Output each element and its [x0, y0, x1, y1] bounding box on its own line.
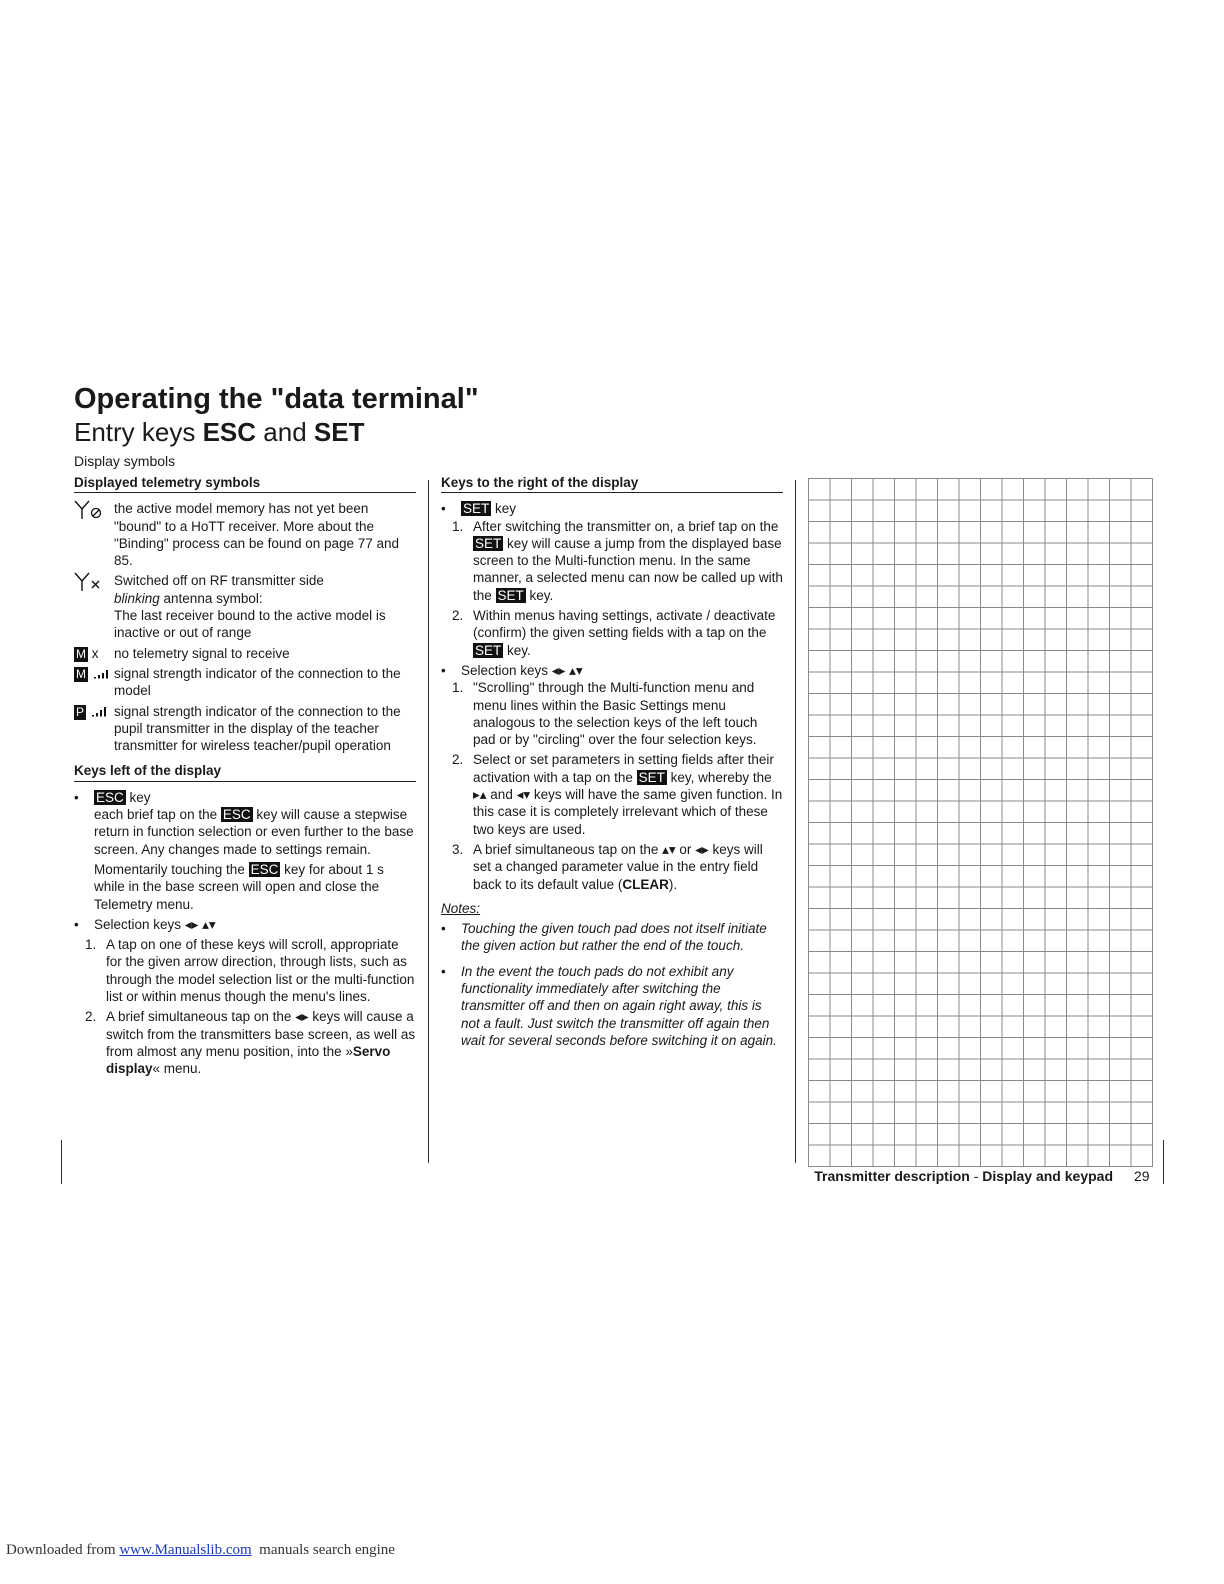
symbol-model-signal-text: signal strength indicator of the connection to the model	[114, 665, 401, 699]
symbol-pupil-signal-text: signal strength indicator of the connection to the pupil transmitter in the display of the teacher transmitter for wireless teacher/pupil operation	[114, 703, 401, 754]
set-list-item-2	[441, 607, 783, 659]
telemetry-symbols-heading: Displayed telemetry symbols	[74, 474, 416, 493]
note-item-1	[441, 920, 783, 955]
esc-key-badge: ESC	[222, 807, 251, 823]
bullet: •	[74, 916, 79, 932]
item-number: 2.	[85, 1009, 97, 1025]
footer-section-a: Transmitter description	[814, 1168, 970, 1184]
subtitle-and: and	[256, 417, 314, 447]
esc-p1-b: key will cause a stepwise return in function selection or even further to the base screen. Any changes made to settings remain.	[94, 807, 414, 857]
item-number: 1.	[85, 937, 97, 953]
left-column	[74, 474, 416, 1078]
servo-display-label: Servo display	[106, 1043, 391, 1077]
item-text: After switching the transmitter on, a brief tap on the	[473, 518, 779, 534]
item-text: A brief simultaneous tap on the ◂▸ keys will cause a switch from the transmitters base screen, as well as from almost any menu position, into the »	[106, 1009, 416, 1059]
manualslib-link[interactable]: www.Manualslib.com	[119, 1542, 252, 1558]
symbol-row-rf-off	[74, 572, 416, 641]
key-word: key	[125, 789, 151, 805]
esc-p2-a: Momentarily touching the	[94, 861, 249, 877]
note-text: Touching the given touch pad does not itself initiate the given action but rather the end of the touch.	[461, 921, 767, 954]
set-list-item-1	[441, 518, 783, 604]
item-text: "Scrolling" through the Multi-function menu and menu lines within the Basic Settings menu analogous to the selection keys of the left touch pad or by "circling" over the four selection keys.	[473, 680, 758, 748]
selection-keys-label: Selection keys ◂▸ ▴▾	[94, 916, 216, 932]
page-number: 29	[1134, 1168, 1150, 1184]
note-text: In the event the touch pads do not exhibit any functionality immediately after switching the transmitter off and then on again right away, this is not a fault. Just switch the transmitter off again then wait for several seconds before switching it on again.	[461, 963, 777, 1048]
bullet: •	[74, 789, 79, 805]
set-key-badge: SET	[497, 587, 524, 603]
item-number: 2.	[452, 608, 464, 624]
item-text: Select or set parameters in setting fields after their activation with a tap on the	[473, 752, 774, 785]
selection-list-item-2	[441, 751, 783, 837]
right-margin-rule	[1163, 1140, 1164, 1184]
bullet: •	[441, 921, 446, 937]
notes-label: Notes:	[441, 900, 481, 916]
esc-key-bullet	[74, 789, 416, 806]
middle-column	[441, 474, 783, 1049]
item-text-end: ).	[668, 876, 678, 892]
symbol-no-signal-text: no telemetry signal to receive	[114, 645, 290, 661]
download-suffix: manuals search engine	[251, 1542, 395, 1558]
blinking-rest: antenna symbol:	[159, 590, 263, 606]
symbol-row-model-signal	[74, 665, 416, 700]
footer-section-sep: -	[969, 1168, 983, 1184]
blinking-word: blinking	[114, 590, 160, 606]
left-selection-keys-bullet	[74, 916, 416, 933]
keys-right-heading: Keys to the right of the display	[441, 474, 783, 493]
symbol-row-no-signal	[74, 645, 416, 662]
bullet: •	[441, 963, 446, 979]
x-mark: x	[91, 645, 99, 661]
right-selection-keys-bullet	[441, 662, 783, 679]
notes-grid	[808, 478, 1153, 1167]
column-divider-1	[428, 480, 429, 1163]
item-text-end: key.	[503, 642, 531, 658]
bullet: •	[441, 501, 446, 517]
download-prefix: Downloaded from	[6, 1542, 120, 1558]
set-key-badge: SET	[638, 769, 665, 785]
left-list-item-2	[74, 1008, 416, 1077]
bullet: •	[441, 662, 446, 678]
set-key-bullet	[441, 500, 783, 517]
symbol-unbound-text: the active model memory has not yet been "bound" to a HoTT receiver. More about the "Binding" process can be found on page 77 and 85.	[114, 501, 400, 569]
display-symbols-label: Display symbols	[74, 453, 176, 469]
esc-p1-a: each brief tap on the	[94, 807, 221, 823]
set-key-badge: SET	[475, 535, 502, 551]
pupil-signal-strength-icon	[74, 703, 114, 755]
m-badge: M	[76, 666, 86, 681]
symbol-row-unbound	[74, 500, 416, 569]
rf-off-line: Switched off on RF transmitter side	[114, 573, 324, 589]
item-number: 2.	[452, 752, 464, 768]
item-number: 1.	[452, 680, 464, 696]
subtitle-set: SET	[313, 417, 365, 447]
column-divider-2	[795, 480, 796, 1163]
download-note	[6, 1542, 395, 1559]
model-no-signal-icon	[74, 645, 114, 662]
note-item-2	[441, 963, 783, 1049]
footer-section-b: Display and keypad	[982, 1168, 1113, 1184]
esc-key-badge: ESC	[250, 861, 279, 877]
subtitle-prefix: Entry keys	[74, 417, 203, 447]
selection-keys-label: Selection keys ◂▸ ▴▾	[461, 662, 583, 678]
set-key-badge: SET	[475, 642, 502, 658]
item-text-end: « menu.	[152, 1061, 202, 1077]
keys-left-heading: Keys left of the display	[74, 762, 416, 781]
item-number: 3.	[452, 841, 464, 857]
m-badge: M	[76, 646, 86, 661]
item-text-end: key, whereby the ▸▴ and ◂▾ keys will have the same given function. In this case it is completely irrelevant which of these two keys are used.	[473, 769, 783, 837]
clear-label: CLEAR	[622, 876, 669, 892]
esc-paragraph-1	[74, 806, 416, 858]
item-text: A brief simultaneous tap on the ▴▾ or ◂▸ keys will set a changed parameter value in the entry field back to its default value (	[473, 841, 763, 892]
key-word: key	[491, 501, 517, 517]
antenna-off-icon	[74, 572, 114, 641]
page-title: Operating the "data terminal"	[74, 383, 479, 415]
page-subtitle	[74, 416, 364, 448]
p-badge: P	[76, 704, 85, 719]
symbol-rf-off-text	[114, 572, 416, 641]
selection-list-item-1	[441, 679, 783, 748]
antenna-unbound-icon	[74, 500, 114, 569]
item-text-end: key.	[525, 587, 554, 603]
left-list-item-1	[74, 936, 416, 1005]
symbol-row-pupil-signal	[74, 703, 416, 755]
esc-key-badge: ESC	[96, 789, 124, 805]
left-margin-rule	[61, 1140, 62, 1184]
receiver-inactive-line: The last receiver bound to the active model is inactive or out of range	[114, 608, 386, 641]
item-text: key will cause a jump from the displayed base screen to the Multi-function menu. In the same manner, a selected menu can now be called up with the	[473, 535, 783, 603]
esc-p2-b: key for about 1 s while in the base screen will open and close the Telemetry menu.	[94, 861, 384, 912]
set-key-badge: SET	[463, 501, 490, 517]
subtitle-esc: ESC	[202, 417, 257, 447]
item-number: 1.	[452, 518, 464, 534]
footer-section-title	[814, 1168, 1113, 1184]
item-text: A tap on one of these keys will scroll, appropriate for the given arrow direction, through lists, such as through the model selection list or the multi-function list or within menus though the menu's lines.	[106, 937, 415, 1005]
model-signal-strength-icon	[74, 665, 114, 700]
blinking-antenna-line	[114, 590, 416, 607]
selection-list-item-3	[441, 841, 783, 893]
esc-paragraph-2	[74, 861, 416, 913]
item-text: Within menus having settings, activate / deactivate (confirm) the given setting fields with a tap on the	[473, 608, 776, 641]
